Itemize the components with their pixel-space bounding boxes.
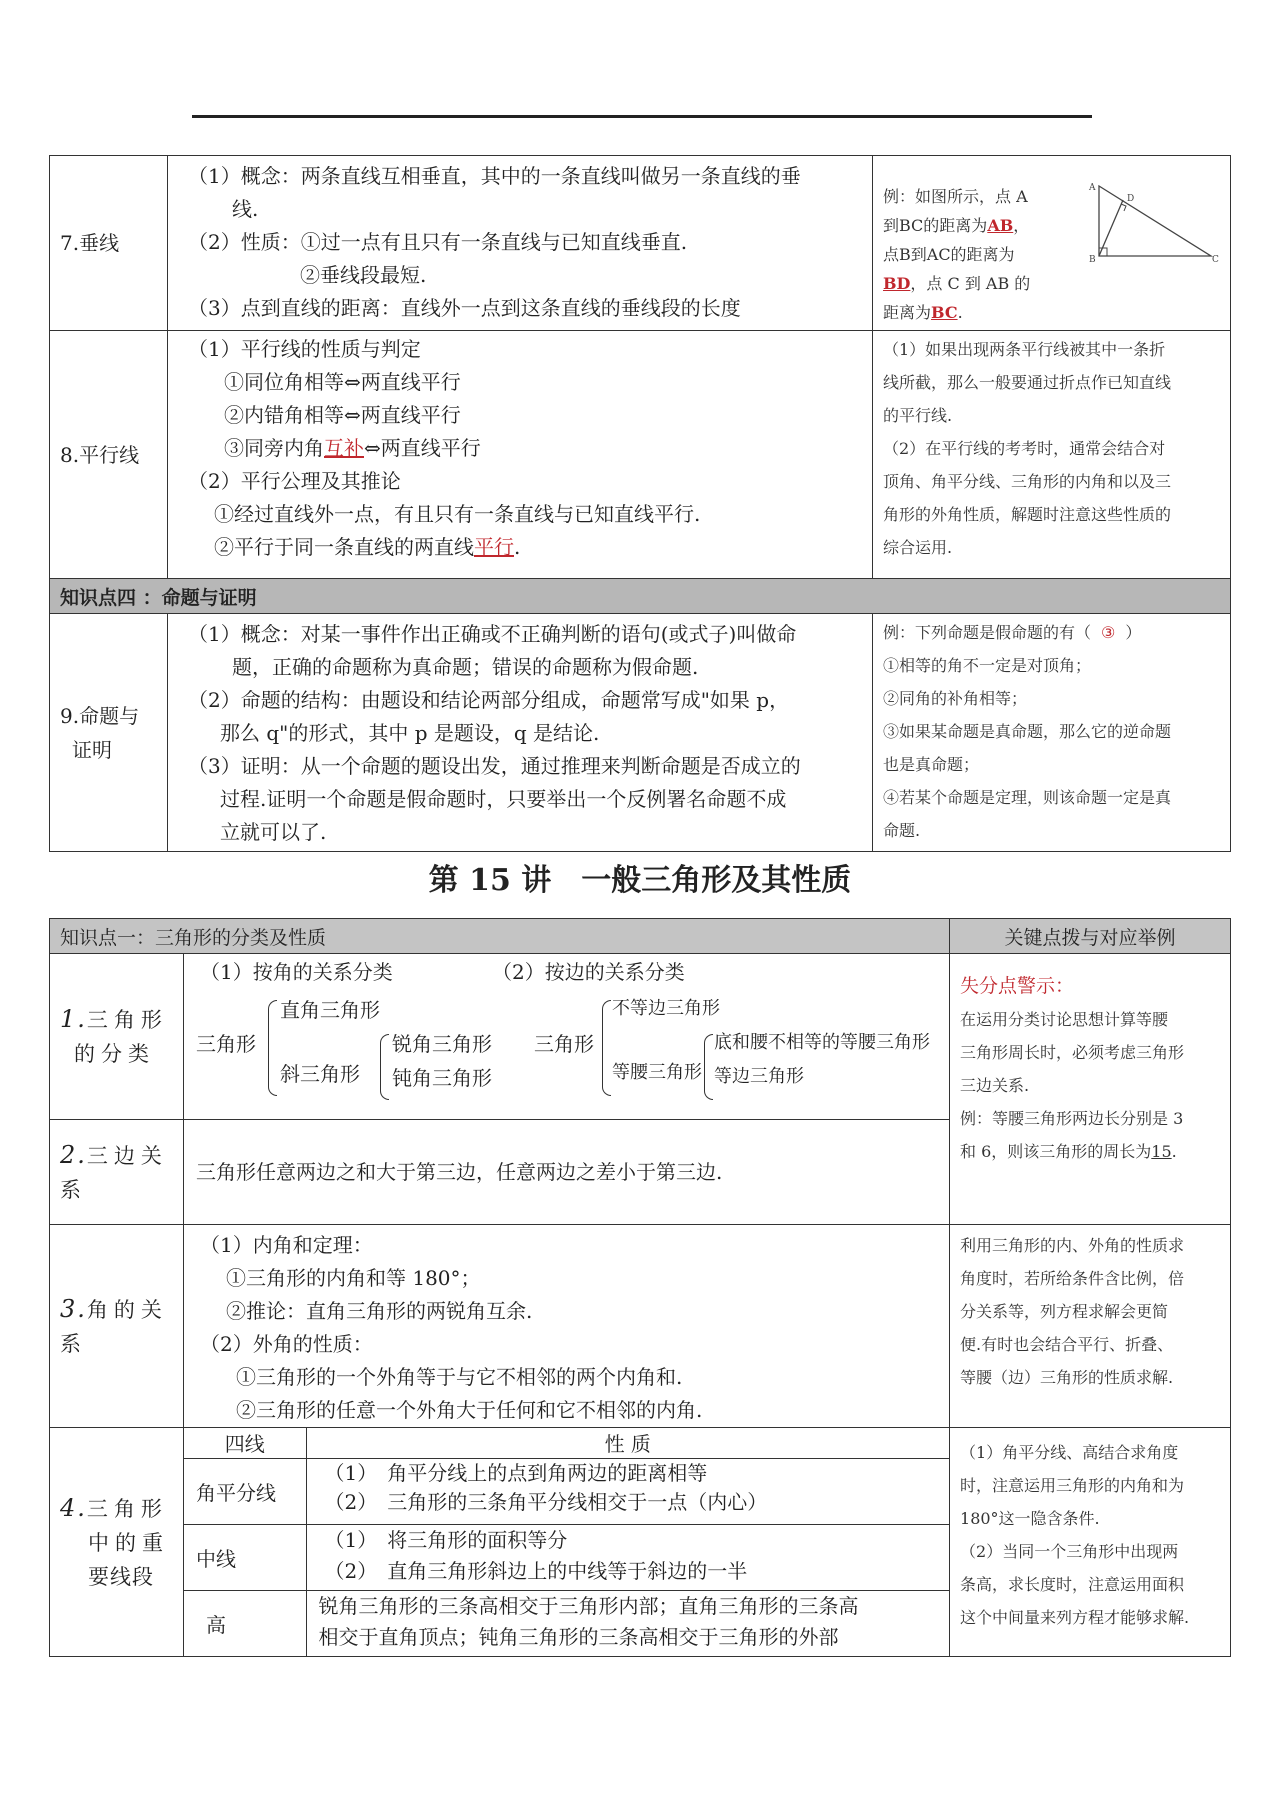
header-left: 知识点一：三角形的分类及性质: [50, 919, 950, 954]
text-line: （1）平行线的性质与判定: [188, 337, 421, 361]
note-line: 线所截，那么一般要通过折点作已知直线: [883, 373, 1172, 392]
note-line: 180°这一隐含条件.: [960, 1509, 1100, 1528]
tree-root: 三角形: [534, 1032, 594, 1056]
text-line: （2） 直角三角形斜边上的中线等于斜边的一半: [324, 1558, 748, 1583]
note-line: 三角形周长时，必须考虑三角形: [960, 1043, 1185, 1062]
note-line: 三边关系.: [960, 1076, 1030, 1095]
brace: [602, 1000, 611, 1096]
note-line: 角形的外角性质，解题时注意这些性质的: [883, 505, 1172, 524]
column-header: 性 质: [306, 1428, 949, 1458]
text-line: ①经过直线外一点，有且只有一条直线与已知直线平行.: [214, 502, 701, 526]
text-line: ①三角形的一个外角等于与它不相邻的两个内角和.: [236, 1365, 683, 1389]
triangle-figure: [1081, 182, 1221, 268]
note-line: 综合运用.: [883, 538, 953, 557]
segment-name: 中线: [184, 1524, 306, 1590]
text-line: （1）概念：两条直线互相垂直，其中的一条直线叫做另一条直线的垂: [188, 164, 801, 188]
row-important-segments: [50, 1428, 1231, 1657]
row-label: 4.三角形 中的重 要线段: [50, 1428, 184, 1657]
vertex-b-label: B: [1089, 255, 1096, 265]
example-text: 例：如图所示，点 A 到BC的距离为AB， 点B到AC的距离为 BD，点 C 到 AB 的 距离为BC.: [883, 187, 1031, 322]
warning-cell: [950, 954, 1231, 1225]
column-header: 四线: [184, 1428, 306, 1458]
note-line: 这个中间量来列方程才能够求解.: [960, 1608, 1190, 1627]
note-line: 也是真命题；: [883, 755, 980, 774]
segments-table: [184, 1428, 949, 1656]
text-line: 锐角三角形的三条高相交于三角形内部；直角三角形的三条高: [318, 1593, 859, 1618]
text-line: （1）概念：对某一事件作出正确或不正确判断的语句(或式子)叫做命: [188, 622, 797, 646]
note-cell: [873, 331, 1231, 579]
segments-header-row: [184, 1428, 949, 1458]
example-cell: [873, 156, 1231, 331]
tree-node: 斜三角形: [280, 1062, 360, 1086]
note-line: 在运用分类讨论思想计算等腰: [960, 1010, 1169, 1029]
note-line: 例：等腰三角形两边长分别是 3: [960, 1109, 1184, 1128]
note-line: 时，注意运用三角形的内角和为: [960, 1476, 1185, 1495]
tree-node: 等腰三角形: [612, 1062, 702, 1083]
note-line: 角度时，若所给条件含比例，倍: [960, 1269, 1185, 1288]
note-cell: [950, 1225, 1231, 1428]
text-line: 题，正确的命题称为真命题；错误的命题称为假命题.: [232, 655, 699, 679]
vertex-a-label: A: [1089, 183, 1096, 193]
vertex-d-label: D: [1127, 194, 1135, 204]
text-line: （1） 角平分线上的点到角两边的距离相等: [324, 1460, 708, 1485]
row-label: 3.角的关 系: [50, 1225, 184, 1428]
row-proposition: [50, 614, 1231, 852]
text-line: 立就可以了.: [220, 820, 327, 844]
row-content: [168, 331, 873, 579]
segments-row: [184, 1524, 949, 1590]
note-line: 的平行线.: [883, 406, 953, 425]
note-line: 便.有时也会结合平行、折叠、: [960, 1335, 1174, 1354]
tree-node: 锐角三角形: [392, 1032, 492, 1056]
text-line: ②平行于同一条直线的两直线平行.: [214, 535, 521, 559]
note-line: 命题.: [883, 821, 921, 840]
warning-title: 失分点警示：: [960, 975, 1075, 997]
text-line: ①同位角相等⇔两直线平行: [224, 370, 461, 394]
vertex-c-label: C: [1212, 255, 1219, 265]
segments-table-cell: [184, 1428, 950, 1657]
note-line: 条高，求长度时，注意运用面积: [960, 1575, 1185, 1594]
tree-node: 底和腰不相等的等腰三角形: [714, 1032, 930, 1053]
note-line: ④若某个命题是定理，则该命题一定是真: [883, 788, 1172, 807]
text-line: 那么 q"的形式，其中 p 是题设，q 是结论.: [220, 721, 600, 745]
text-line: ③同旁内角互补⇔两直线平行: [224, 436, 481, 460]
note-line: （1）如果出现两条平行线被其中一条折: [883, 340, 1166, 359]
note-line: 利用三角形的内、外角的性质求: [960, 1236, 1185, 1255]
text-line: （2）命题的结构：由题设和结论两部分组成，命题常写成"如果 p，: [188, 688, 790, 712]
segment-properties: [306, 1458, 949, 1524]
row-content: [184, 1120, 950, 1225]
text-line: （2）性质：①过一点有且只有一条直线与已知直线垂直.: [188, 230, 688, 254]
row-classification: [50, 954, 1231, 1120]
note-line: ①相等的角不一定是对顶角；: [883, 656, 1092, 675]
row-label: 9.命题与 证明: [50, 614, 168, 852]
text-line: 线.: [232, 197, 259, 221]
segments-row: [184, 1458, 949, 1524]
brace: [704, 1034, 713, 1100]
row-angle-relation: [50, 1225, 1231, 1428]
table-header: [50, 919, 1231, 954]
text-line: ②推论：直角三角形的两锐角互余.: [226, 1299, 533, 1323]
row-content: [184, 1225, 950, 1428]
knowledge-table-bottom: [49, 918, 1231, 1657]
row-label: 8.平行线: [50, 331, 168, 579]
segment-name: 高: [184, 1590, 306, 1656]
text-line: （3）证明：从一个命题的题设出发，通过推理来判断命题是否成立的: [188, 754, 801, 778]
by-angle-heading: （1）按角的关系分类: [200, 960, 393, 984]
tree-node: 钝角三角形: [392, 1066, 492, 1090]
text-line: （1） 将三角形的面积等分: [324, 1527, 568, 1552]
tree-node: 直角三角形: [280, 998, 380, 1022]
section-header-kp4: [50, 579, 1231, 614]
text-line: ①三角形的内角和等 180°；: [226, 1266, 481, 1290]
text-line: （2）平行公理及其推论: [188, 469, 401, 493]
text-line: 三角形任意两边之和大于第三边，任意两边之差小于第三边.: [196, 1159, 723, 1184]
row-perpendicular: [50, 156, 1231, 331]
row-label: 7.垂线: [50, 156, 168, 331]
segment-properties: [306, 1524, 949, 1590]
brace: [380, 1034, 389, 1100]
note-line: 例：下列命题是假命题的有（ ③ ）: [883, 623, 1142, 642]
segment-name: 角平分线: [184, 1458, 306, 1524]
row-content: [168, 156, 873, 331]
note-line: 和 6，则该三角形的周长为15.: [960, 1142, 1177, 1161]
knowledge-table-top: [49, 155, 1231, 852]
row-parallel: [50, 331, 1231, 579]
example-cell: [873, 614, 1231, 852]
section-header-text: 知识点四 ：命题与证明: [50, 579, 1231, 614]
tree-node: 不等边三角形: [612, 998, 720, 1019]
by-side-heading: （2）按边的关系分类: [492, 960, 685, 984]
note-cell: [950, 1428, 1231, 1657]
text-line: ②垂线段最短.: [300, 263, 427, 287]
note-line: ③如果某命题是真命题，那么它的逆命题: [883, 722, 1172, 741]
segments-row: [184, 1590, 949, 1656]
text-line: （2） 三角形的三条角平分线相交于一点（内心）: [324, 1489, 768, 1514]
lecture-title: 第 15 讲 一般三角形及其性质: [428, 863, 852, 898]
note-line: （2）在平行线的考考时，通常会结合对: [883, 439, 1166, 458]
text-line: ②三角形的任意一个外角大于任何和它不相邻的内角.: [236, 1398, 703, 1422]
note-line: 等腰（边）三角形的性质求解.: [960, 1368, 1174, 1387]
top-rule: [192, 115, 1092, 118]
row-label: 1.三角形 的分类: [50, 954, 184, 1120]
brace: [268, 1000, 277, 1096]
tree-node: 等边三角形: [714, 1066, 804, 1087]
note-line: 顶角、角平分线、三角形的内角和以及三: [883, 472, 1172, 491]
text-line: （1）内角和定理：: [200, 1233, 373, 1257]
row-label: 2.三边关 系: [50, 1120, 184, 1225]
note-line: 分关系等，列方程求解会更简: [960, 1302, 1169, 1321]
text-line: 过程.证明一个命题是假命题时，只要举出一个反例署名命题不成: [220, 787, 787, 811]
text-line: （3）点到直线的距离：直线外一点到这条直线的垂线段的长度: [188, 296, 741, 320]
tree-root: 三角形: [196, 1032, 256, 1056]
header-right: 关键点拨与对应举例: [950, 919, 1231, 954]
row-content: [168, 614, 873, 852]
note-line: ②同角的补角相等；: [883, 689, 1028, 708]
classification-content: [184, 954, 950, 1120]
text-line: 相交于直角顶点；钝角三角形的三条高相交于三角形的外部: [318, 1624, 839, 1649]
note-line: （1）角平分线、高结合求角度: [960, 1443, 1179, 1462]
segment-properties: [306, 1590, 949, 1656]
text-line: （2）外角的性质：: [200, 1332, 373, 1356]
text-line: ②内错角相等⇔两直线平行: [224, 403, 461, 427]
note-line: （2）当同一个三角形中出现两: [960, 1542, 1179, 1561]
